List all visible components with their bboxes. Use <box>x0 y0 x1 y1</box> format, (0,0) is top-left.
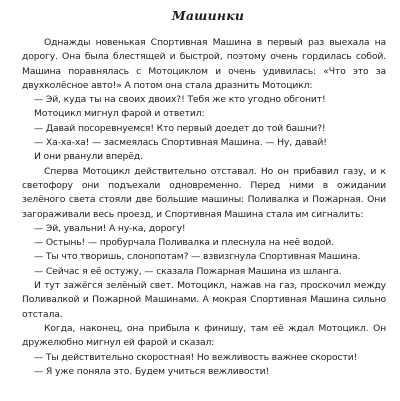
narration-paragraph: Однажды новенькая Спортивная Машина в первый раз выехала на дорогу. Она была блестящей и быстрой, поэтому очень гордилась собой. Машина поравнялась с Мотоциклом и очень удивилась: «Что это за двухколёсное авто!» А потом она стала дразнить Мотоцикл: <box>22 37 386 91</box>
dialog-line: — Эй, увальни! А ну-ка, дорогу! <box>34 222 186 234</box>
dialog-line: И они рванули вперёд. <box>34 151 143 163</box>
story-title: Машинки <box>171 8 245 23</box>
dialog-line: — Ты что творишь, слонопотам? — взвизгнула Спортивная Машина. <box>34 251 361 263</box>
dialog-line: — Ха-ха-ха! — засмеялась Спортивная Машина. — Ну, давай! <box>34 137 327 149</box>
dialog-line: — Ты действительно скоростная! Но вежливость важнее скорости! <box>34 351 358 363</box>
narration-paragraph: Когда, наконец, она прибыла к финишу, там её ждал Мотоцикл. Он дружелюбно мигнул ей фарой и сказал: <box>22 322 386 349</box>
dialog-line: И тут зажёгся зелёный свет. Мотоцикл, нажав на газ, проскочил между Поливалкой и Пожарной Машинами. А мокрая Спортивная Машина сильно отстала. <box>22 280 386 320</box>
dialog-line: — Я уже поняла это. Будем учиться вежливости! <box>34 365 270 377</box>
story-body <box>22 36 386 379</box>
dialog-line: — Давай посоревнуемся! Кто первый доедет до той башни?! <box>34 122 326 134</box>
narration-paragraph: Сперва Мотоцикл действительно отставал. Но он прибавил газу, и к светофору они подъехали одновременно. Перед ними в ожидании зелёного света стояли две большие машины: Поливалка и Пожарная. Они загораживали весь проезд, и Спортивная Машина стала им сигналить: <box>22 165 386 220</box>
dialog-line: Мотоцикл мигнул фарой и ответил: <box>34 108 205 120</box>
dialog-line: — Остынь! — пробурчала Поливалка и плеснула на неё водой. <box>34 237 334 249</box>
dialog-line: — Сейчас я её остужу, — сказала Пожарная Машина из шланга. <box>34 265 342 277</box>
dialog-line: — Эй, куда ты на своих двоих?! Тебя же кто угодно обгонит! <box>34 94 326 106</box>
